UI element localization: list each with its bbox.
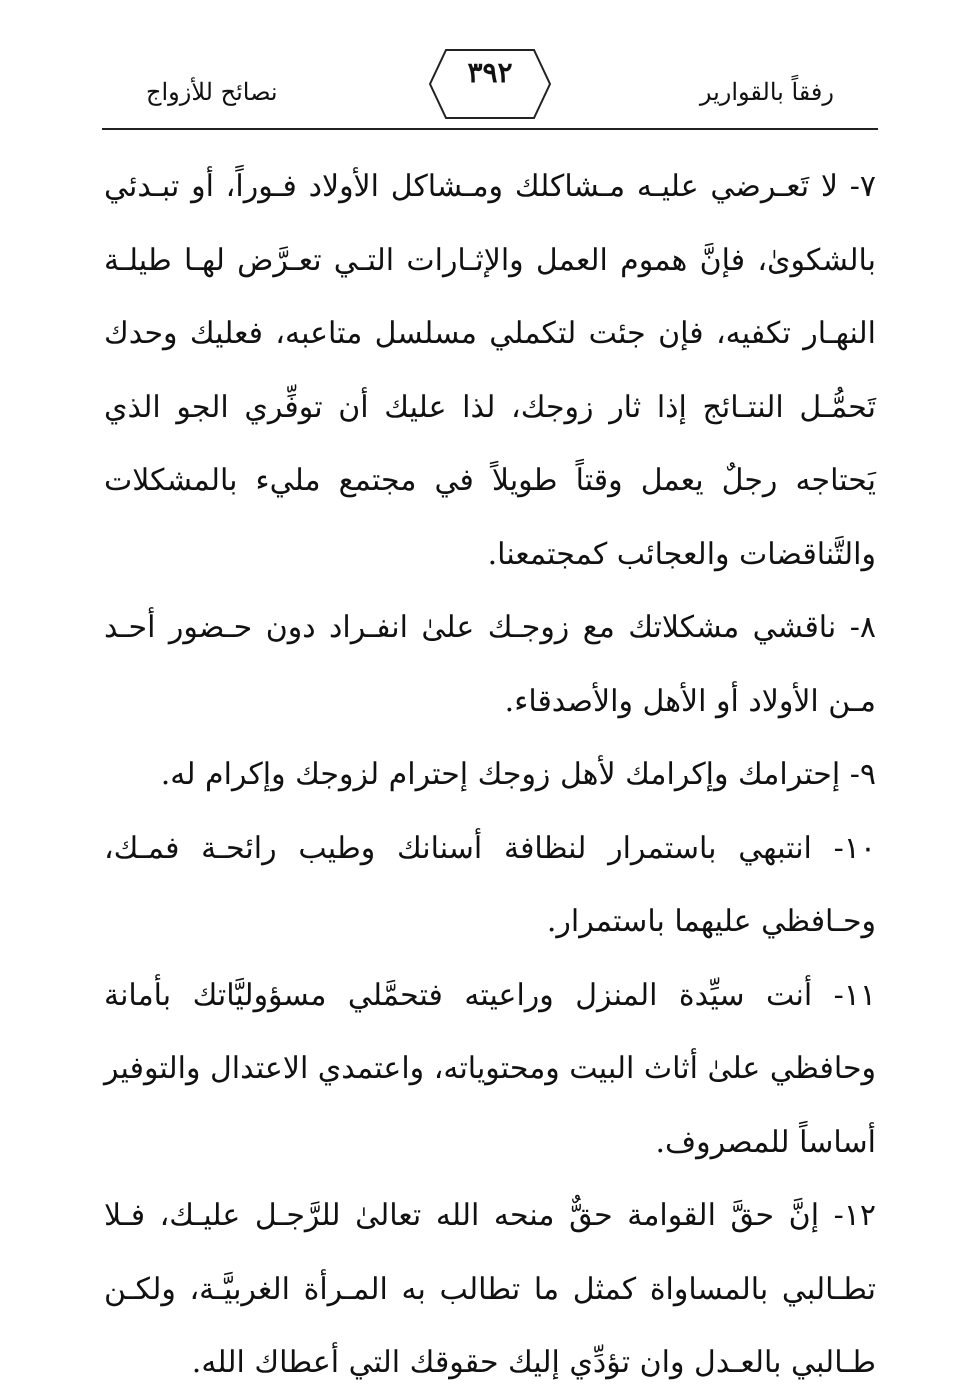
header-divider xyxy=(102,128,878,130)
advice-item-7: ٧- لا تَعـرضي عليـه مـشاكلك ومـشاكل الأولاد فـوراً، أو تبـدئي بالشكوىٰ، فإنَّ هموم العمل والإثـارات التـي تعـرَّض لهـا طيلـة النهـار تكفيه، فإن جئت لتكملي مسلسل متاعبه، فعليك وحدك تَحمُّـل النتـائج إذا ثار زوجك، لذا عليك أن توفِّري الجو الذي يَحتاجه رجلٌ يعمل وقتاً طويلاً في مجتمع مليء بالمشكلات والتَّناقضات والعجائب كمجتمعنا. xyxy=(104,169,876,572)
running-title-right: رفقاً بالقوارير xyxy=(699,78,834,106)
running-title-left: نصائح للأزواج xyxy=(146,78,278,106)
page-header xyxy=(102,40,878,132)
advice-item-12: ١٢- إنَّ حقَّ القوامة حقٌّ منحه الله تعالىٰ للرَّجـل عليـك، فـلا تطـالبي بالمساواة كمثل ما تطالب به المـرأة الغربيَّـة، ولكـن طـالبي بالعـدل وان تؤدِّي إليك حقوقك التي أعطاك الله. xyxy=(104,1198,876,1380)
body-text xyxy=(104,150,876,1400)
advice-item-9: ٩- إحترامك وإكرامك لأهل زوجك إحترام لزوجك وإكرام له. xyxy=(160,757,876,792)
page-number-badge xyxy=(428,40,552,128)
advice-item-10: ١٠- انتبهي باستمرار لنظافة أسنانك وطيب رائحـة فمـك، وحـافظي عليهما باستمرار. xyxy=(104,830,876,939)
advice-item-11: ١١- أنت سيِّدة المنزل وراعيته فتحمَّلي مسؤوليَّاتك بأمانة وحافظي علىٰ أثاث البيت ومحتوياته، واعتمدي الاعتدال والتوفير أساساً للمصروف. xyxy=(104,977,876,1160)
page-number: ٣٩٢ xyxy=(467,56,513,89)
advice-item-8: ٨- ناقشي مشكلاتك مع زوجـك علىٰ انفـراد دون حـضور أحـد مـن الأولاد أو الأهل والأصدقاء. xyxy=(104,610,876,719)
